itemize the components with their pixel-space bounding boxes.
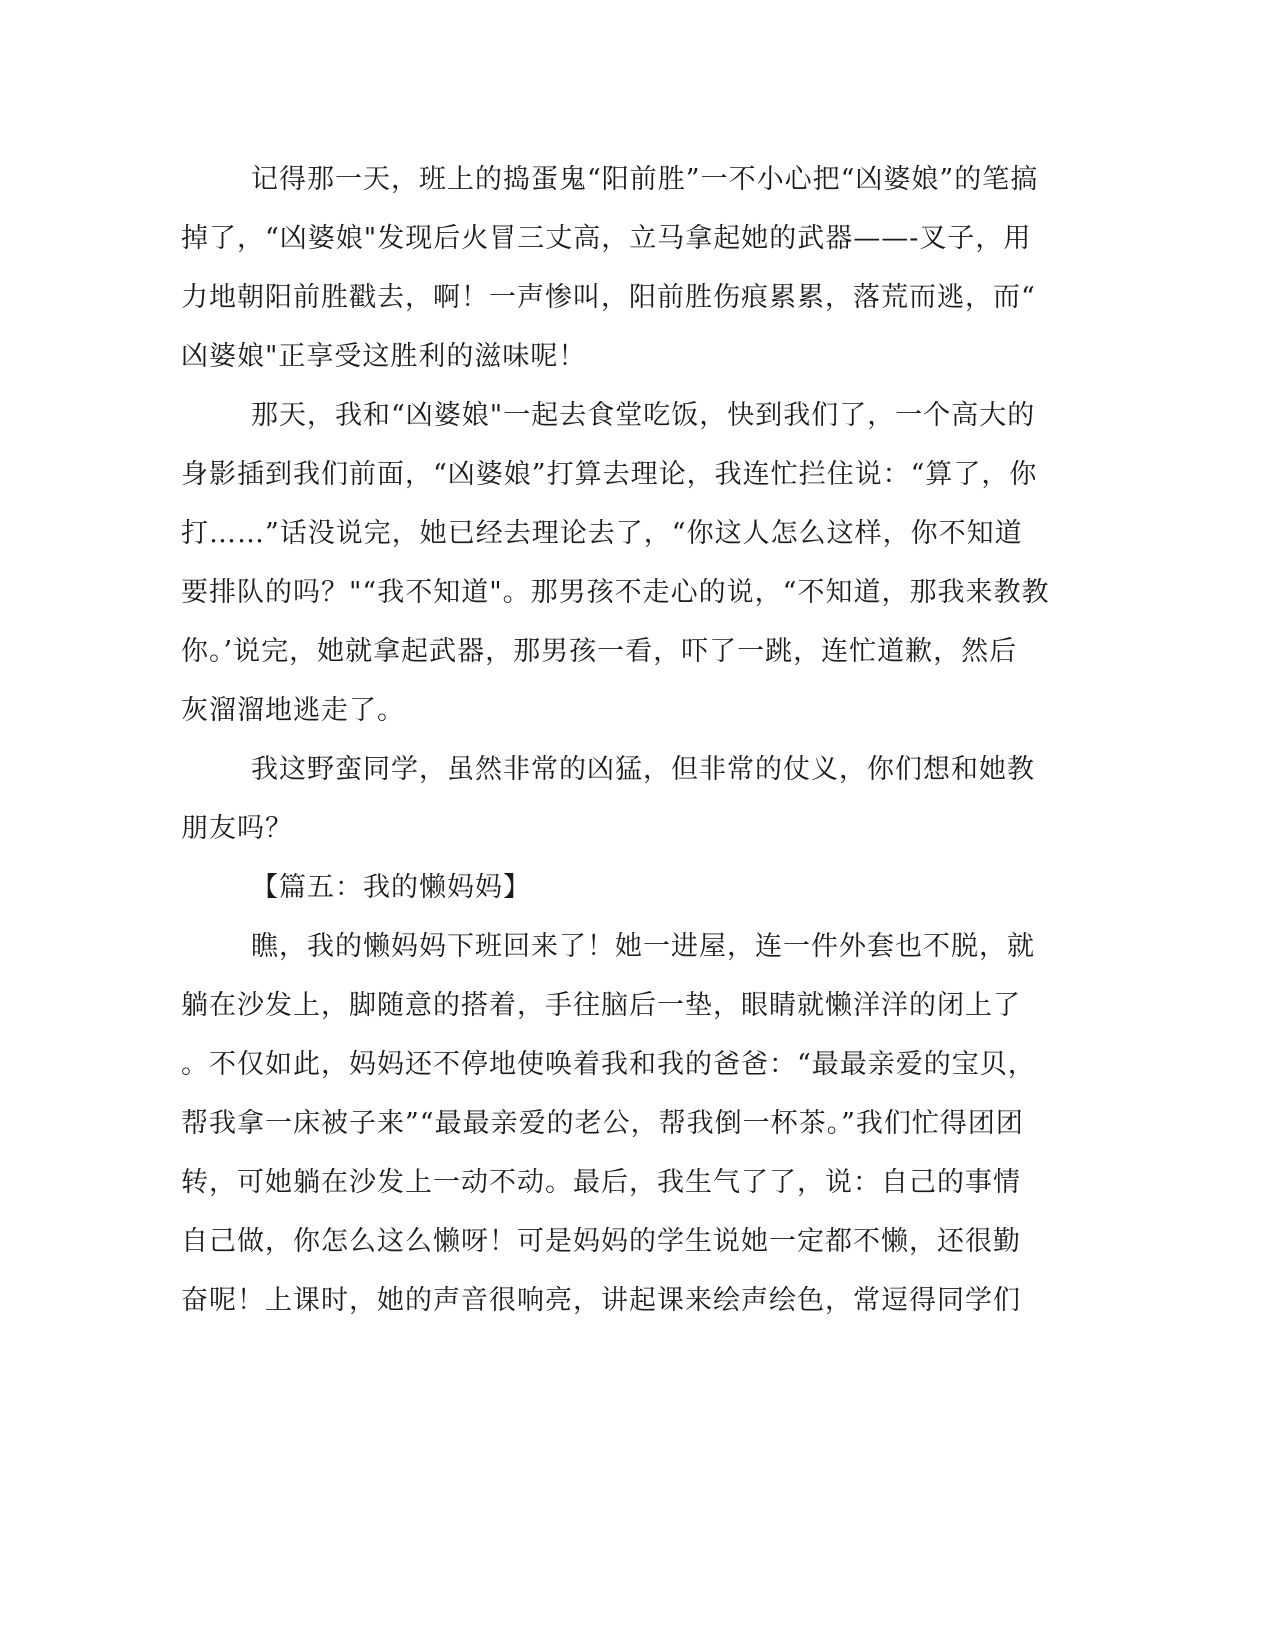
text-line: 灰溜溜地逃走了。	[181, 695, 405, 726]
text-line: 躺在沙发上，脚随意的搭着，手往脑后一垫，眼睛就懒洋洋的闭上了	[181, 990, 1021, 1021]
text-line: 记得那一天，班上的捣蛋鬼“阳前胜”一不小心把“凶婆娘”的笔搞	[251, 164, 1039, 195]
page-content	[181, 150, 1050, 1330]
paragraph-3	[181, 740, 1035, 858]
heading-line: 【篇五：我的懒妈妈】	[251, 872, 531, 903]
text-line: 自己做，你怎么这么懒呀！可是妈妈的学生说她一定都不懒，还很勤	[181, 1226, 1021, 1257]
text-line: 瞧，我的懒妈妈下班回来了！她一进屋，连一件外套也不脱，就	[251, 931, 1035, 962]
section-heading	[181, 858, 1031, 917]
text-line: 转，可她躺在沙发上一动不动。最后，我生气了了，说：自己的事情	[181, 1167, 1021, 1198]
text-line: 帮我拿一床被子来”“最最亲爱的老公，帮我倒一杯茶。”我们忙得团团	[181, 1108, 1024, 1139]
text-line: 那天，我和“凶婆娘"一起去食堂吃饭，快到我们了，一个高大的	[251, 400, 1036, 431]
text-line: 。不仅如此，妈妈还不停地使唤着我和我的爸爸：“最最亲爱的宝贝，	[181, 1049, 1036, 1080]
text-line: 奋呢！上课时，她的声音很响亮，讲起课来绘声绘色，常逗得同学们	[181, 1285, 1021, 1316]
text-line: 力地朝阳前胜戳去，啊！一声惨叫，阳前胜伤痕累累，落荒而逃，而“	[181, 282, 1036, 313]
paragraph-5	[181, 917, 1036, 1330]
text-line: 你。’说完，她就拿起武器，那男孩一看，吓了一跳，连忙道歉，然后	[181, 636, 1018, 667]
text-line: 朋友吗？	[181, 813, 293, 844]
text-line: 凶婆娘"正享受这胜利的滋味呢！	[181, 341, 587, 372]
text-line: 打……”话没说完，她已经去理论去了，“你这人怎么这样，你不知道	[181, 518, 1023, 549]
text-line: 我这野蛮同学，虽然非常的凶猛，但非常的仗义，你们想和她教	[251, 754, 1035, 785]
text-line: 要排队的吗？"“我不知道"。那男孩不走心的说，“不知道，那我来教教	[181, 577, 1050, 608]
paragraph-1	[181, 150, 1039, 386]
paragraph-2	[181, 386, 1050, 740]
text-line: 掉了，“凶婆娘"发现后火冒三丈高，立马拿起她的武器——-叉子，用	[181, 223, 1032, 254]
text-line: 身影插到我们前面，“凶婆娘”打算去理论，我连忙拦住说：“算了，你	[181, 459, 1038, 490]
